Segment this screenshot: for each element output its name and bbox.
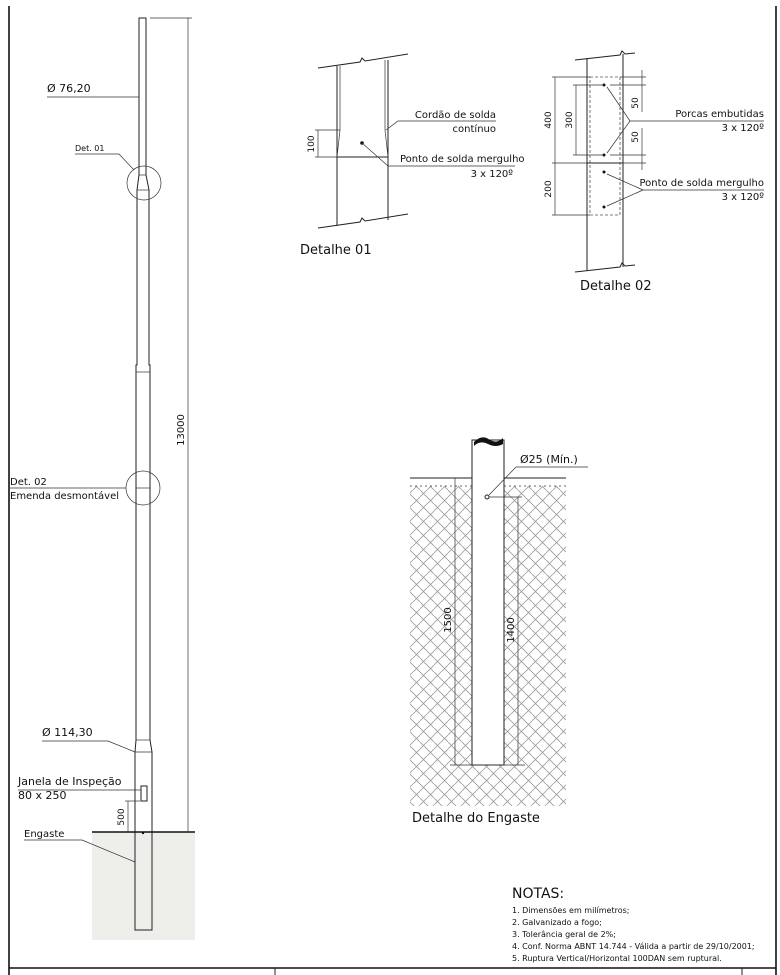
label-nuts: Porcas embutidas (675, 109, 764, 120)
drawing-frame (9, 6, 776, 975)
label-weld-bead-2: contínuo (452, 124, 496, 135)
label-det01: Det. 01 (75, 144, 105, 153)
label-det02-desc: Emenda desmontável (10, 491, 120, 502)
detail-02 (544, 51, 764, 294)
notes-heading: NOTAS: (512, 886, 565, 902)
dim-200: 200 (544, 180, 554, 198)
det01-callout-circle (127, 166, 161, 200)
dim-50-top: 50 (631, 97, 641, 109)
dim-100: 100 (307, 135, 317, 153)
note-item: 5. Ruptura Vertical/Horizontal 100DAN sem ruptural. (512, 954, 722, 963)
label-weld-point: Ponto de solda mergulho (400, 154, 525, 165)
label-det02: Det. 02 (10, 477, 47, 488)
note-item: 3. Tolerância geral de 2%; (512, 930, 616, 939)
pole-elevation (10, 18, 195, 940)
label-nuts-qty: 3 x 120º (721, 123, 764, 134)
label-engaste: Engaste (24, 829, 65, 840)
label-weld-bead: Cordão de solda (414, 110, 496, 121)
label-diameter-top: Ø 76,20 (47, 82, 91, 95)
detail-engaste (410, 437, 588, 826)
label-weld-point-qty: 3 x 120º (470, 169, 513, 180)
label-hole: Ø25 (Mín.) (520, 453, 578, 466)
detail-engaste-title: Detalhe do Engaste (412, 811, 540, 826)
dim-1400: 1400 (506, 617, 517, 643)
ground-area (92, 832, 195, 940)
notes (512, 886, 755, 963)
dim-50-bottom: 50 (631, 131, 641, 143)
dim-total-height: 13000 (176, 414, 187, 446)
label-window-size: 80 x 250 (18, 789, 67, 802)
note-item: 2. Galvanizado a fogo; (512, 918, 602, 927)
dim-400: 400 (544, 111, 554, 129)
inspection-window (141, 786, 147, 801)
label-weld-point-02: Ponto de solda mergulho (639, 178, 764, 189)
detail-02-title: Detalhe 02 (580, 279, 652, 294)
note-item: 4. Conf. Norma ABNT 14.744 - Válida a partir de 29/10/2001; (512, 942, 755, 951)
label-window: Janela de Inspeção (18, 775, 122, 788)
dim-1500: 1500 (443, 607, 454, 633)
label-weld-point-02-qty: 3 x 120º (721, 192, 764, 203)
dim-window-height: 500 (117, 808, 127, 826)
label-diameter-base: Ø 114,30 (42, 726, 93, 739)
detail-01-title: Detalhe 01 (300, 243, 372, 258)
detail-01 (300, 54, 525, 258)
dim-300: 300 (565, 111, 575, 129)
note-item: 1. Dimensões em milímetros; (512, 906, 630, 915)
